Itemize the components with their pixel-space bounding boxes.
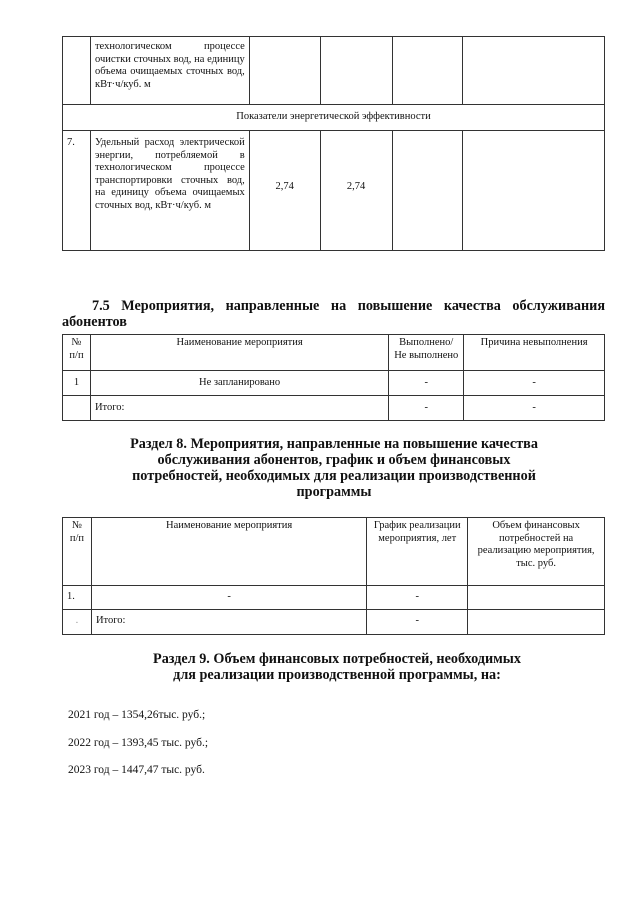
cell-value xyxy=(249,37,320,105)
cell-schedule: - xyxy=(367,586,468,610)
header-num: № п/п xyxy=(63,518,92,586)
cell-done: - xyxy=(389,396,464,421)
indicators-table xyxy=(62,36,605,251)
table-row xyxy=(63,105,605,131)
budget-item-2023: 2023 год – 1447,47 тыс. руб. xyxy=(68,764,205,776)
header-name: Наименование мероприятия xyxy=(91,518,366,586)
header-done: Выполнено/ Не выполнено xyxy=(389,335,464,371)
cell-indicator-desc: Удельный расход электрической энергии, потребляемой в технологическом процессе транспортировки сточных вод, на единицу объема очищаемых сточных вод, кВт·ч/куб. м xyxy=(90,131,249,251)
cell-name: Не запланировано xyxy=(90,371,388,396)
budget-item-2022: 2022 год – 1393,45 тыс. руб.; xyxy=(68,737,209,749)
cell-num: 1 xyxy=(63,371,91,396)
section-8-heading: Раздел 8. Мероприятия, направленные на повышение качества обслуживания абонентов, график и объем финансовых потребностей, необходимых для реализации производственной программы xyxy=(130,436,538,500)
cell-num: 1. xyxy=(63,586,92,610)
cell-reason: - xyxy=(464,396,605,421)
cell-total-label: Итого: xyxy=(90,396,388,421)
cell-done: - xyxy=(389,371,464,396)
cell-volume xyxy=(468,586,605,610)
cell-value: 2,74 xyxy=(249,131,320,251)
cell-num: 7. xyxy=(63,131,91,251)
cell-schedule: - xyxy=(367,610,468,635)
header-volume: Объем финансовых потребностей на реализацию мероприятия, тыс. руб. xyxy=(468,518,605,586)
cell-volume xyxy=(468,610,605,635)
section-9-heading: Раздел 9. Объем финансовых потребностей, необходимых для реализации производственной программы, на: xyxy=(153,651,521,683)
cell-indicator-desc: технологическом процессе очистки сточных вод, на единицу объема очищаемых сточных вод, кВт·ч/куб. м xyxy=(90,37,249,105)
table-row xyxy=(63,396,605,421)
budget-item-2021: 2021 год – 1354,26тыс. руб.; xyxy=(68,709,206,721)
section-label: Показатели энергетической эффективности xyxy=(63,105,605,131)
cell-value xyxy=(320,37,392,105)
finance-measures-table xyxy=(62,517,605,635)
header-name: Наименование мероприятия xyxy=(90,335,388,371)
table-header-row xyxy=(63,335,605,371)
header-schedule: График реализации мероприятия, лет xyxy=(367,518,468,586)
measures-table xyxy=(62,334,605,421)
cell-value: 2,74 xyxy=(320,131,392,251)
table-row xyxy=(63,610,605,635)
section-7-5-heading: 7.5 Мероприятия, направленные на повышение качества обслуживания абонентов xyxy=(62,298,605,330)
table-row xyxy=(63,131,605,251)
cell-value xyxy=(463,37,605,105)
cell-num xyxy=(63,396,91,421)
cell-value xyxy=(392,131,463,251)
table-row xyxy=(63,37,605,105)
header-num: № п/п xyxy=(63,335,91,371)
cell-num xyxy=(63,37,91,105)
cell-value xyxy=(463,131,605,251)
cell-num: . xyxy=(63,610,92,635)
cell-name: - xyxy=(91,586,366,610)
header-reason: Причина невыполнения xyxy=(464,335,605,371)
table-header-row xyxy=(63,518,605,586)
cell-reason: - xyxy=(464,371,605,396)
table-row xyxy=(63,371,605,396)
table-row xyxy=(63,586,605,610)
cell-total-label: Итого: xyxy=(91,610,366,635)
cell-value xyxy=(392,37,463,105)
